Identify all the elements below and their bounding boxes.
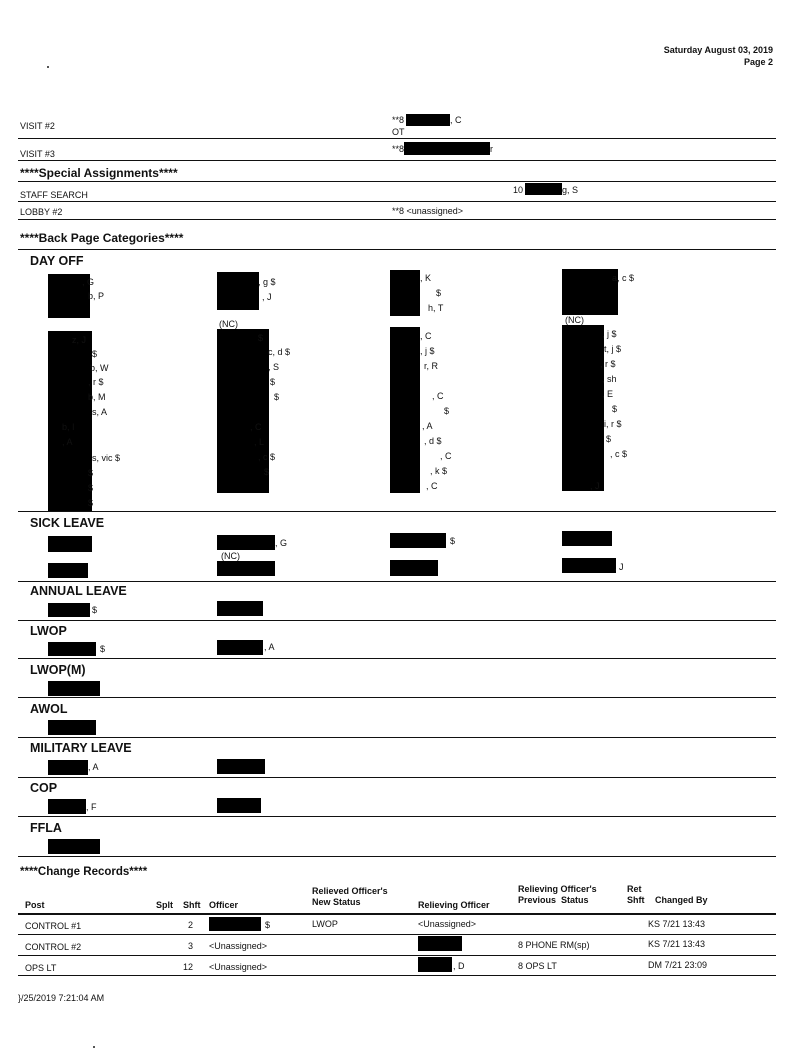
day-off-c4-text: $: [606, 434, 612, 444]
redaction-block: [48, 839, 100, 854]
redaction-block: [217, 640, 263, 655]
divider: [18, 658, 776, 659]
lwop-title: LWOP: [30, 624, 67, 638]
col-shft: Shft: [183, 900, 201, 910]
visit-3-label: VISIT #3: [20, 149, 55, 159]
divider: [18, 934, 776, 935]
lobby-2-value: **8 <unassigned>: [392, 206, 464, 216]
ffla-title: FFLA: [30, 821, 62, 835]
row3-post: OPS LT: [25, 963, 57, 973]
lobby-2-label: LOBBY #2: [20, 207, 63, 217]
day-off-c3-text: , k $: [430, 466, 448, 476]
day-off-c3-text: r, R: [424, 361, 439, 371]
day-off-c2-text: , S: [268, 362, 280, 372]
row2-prev: 8 PHONE RM(sp): [518, 940, 590, 950]
day-off-c1-text: , G: [82, 277, 95, 287]
day-off-c2-text: $: [274, 392, 280, 402]
day-off-c1-text: $: [92, 349, 98, 359]
visit-2-label: VISIT #2: [20, 121, 55, 131]
day-off-c3-text: , d $: [424, 436, 442, 446]
redaction-block: [217, 561, 275, 576]
redaction-block: [562, 269, 618, 315]
redaction-block: [217, 535, 275, 550]
redaction-block: [418, 957, 452, 972]
scan-speck: [93, 1046, 95, 1048]
row2-post: CONTROL #2: [25, 942, 82, 952]
col-new-status: New Status: [312, 897, 361, 907]
scan-speck: [47, 66, 49, 68]
redaction-block: [48, 536, 92, 552]
redaction-block: [562, 558, 616, 573]
row3-shft: 12: [183, 962, 194, 972]
staff-search-suffix: g, S: [562, 185, 579, 195]
annual-leave-title: ANNUAL LEAVE: [30, 584, 127, 598]
day-off-c1-text: $: [88, 468, 94, 478]
redaction-block: [217, 272, 259, 310]
redaction-block: [48, 681, 100, 696]
day-off-c3-text: $: [436, 288, 442, 298]
redaction-block: [404, 142, 490, 155]
day-off-c2-text: , J: [262, 292, 272, 302]
row1-shft: 2: [188, 920, 194, 930]
redaction-block: [48, 799, 86, 814]
row2-officer: <Unassigned>: [209, 941, 268, 951]
redaction-block: [48, 331, 92, 511]
sick-leave-nc: (NC): [221, 551, 240, 561]
visit-2-suffix: , C: [450, 115, 462, 125]
table-header-divider: [18, 913, 776, 915]
divider: [18, 201, 776, 202]
row3-officer: <Unassigned>: [209, 962, 268, 972]
redaction-block: [390, 533, 446, 548]
day-off-c4-text: , J: [590, 481, 600, 491]
row2-changed-by: KS 7/21 13:43: [648, 939, 706, 949]
redaction-block: [217, 601, 263, 616]
redaction-block: [48, 720, 96, 735]
redaction-block: [390, 327, 420, 493]
col-changed-by: Changed By: [655, 895, 708, 905]
col-relieving: Relieving Officer: [418, 900, 490, 910]
row1-changed-by: KS 7/21 13:43: [648, 919, 706, 929]
special-assignments-title: ****Special Assignments****: [20, 166, 178, 180]
divider: [18, 160, 776, 161]
visit-2-value: **8: [392, 115, 405, 125]
lwop-text: $: [100, 644, 106, 654]
redaction-block: [562, 531, 612, 546]
day-off-c4-text: i, r $: [604, 419, 622, 429]
redaction-block: [217, 759, 265, 774]
day-off-c4-text: , sh: [602, 374, 617, 384]
day-off-c1-text: b, I: [62, 422, 75, 432]
day-off-c4-text: t, j $: [604, 344, 622, 354]
divider: [18, 219, 776, 220]
redaction-block: [217, 329, 269, 493]
day-off-c1-text: s, vic $: [92, 453, 121, 463]
cop-text: , F: [86, 802, 97, 812]
divider: [18, 777, 776, 778]
row3-prev: 8 OPS LT: [518, 961, 557, 971]
day-off-c3-text: , C: [420, 331, 432, 341]
divider: [18, 138, 776, 139]
staff-search-value: 10: [513, 185, 524, 195]
day-off-c3-text: , C: [432, 391, 444, 401]
cop-title: COP: [30, 781, 58, 795]
annual-leave-text: $: [92, 605, 98, 615]
col-ret: Ret: [627, 884, 642, 894]
report-date: Saturday August 03, 2019: [663, 45, 773, 55]
day-off-c4-text: , E: [602, 389, 614, 399]
col-officer: Officer: [209, 900, 239, 910]
day-off-c4-text: $: [612, 404, 618, 414]
day-off-c3-text: h, T: [428, 303, 444, 313]
day-off-c4-text: a, c $: [612, 273, 635, 283]
row1-officer: $: [265, 920, 271, 930]
redaction-block: [525, 183, 562, 195]
col-post: Post: [25, 900, 45, 910]
visit-2-extra: OT: [392, 127, 405, 137]
day-off-c2-text: $: [258, 333, 264, 343]
day-off-c3-text: , C: [426, 481, 438, 491]
day-off-c1-text: , r $: [88, 377, 104, 387]
day-off-c2-text: , g $: [258, 277, 276, 287]
row1-post: CONTROL #1: [25, 921, 82, 931]
day-off-c4-text: (NC): [565, 315, 584, 325]
redaction-block: [48, 563, 88, 578]
day-off-c1-text: $: [88, 498, 94, 508]
day-off-c3-text: , A: [422, 421, 433, 431]
day-off-c1-text: , A: [62, 437, 73, 447]
redaction-block: [406, 114, 450, 126]
col-splt: Splt: [156, 900, 173, 910]
back-page-title: ****Back Page Categories****: [20, 231, 184, 245]
day-off-c4-text: , c $: [610, 449, 628, 459]
day-off-c2-text: , C: [250, 422, 262, 432]
redaction-block: [48, 760, 88, 775]
divider: [18, 697, 776, 698]
lwop-text: , A: [264, 642, 275, 652]
row1-relieving: <Unassigned>: [418, 919, 477, 929]
day-off-c3-text: $: [444, 406, 450, 416]
divider: [18, 816, 776, 817]
day-off-c2-text: c, d $: [268, 347, 291, 357]
day-off-c4-text: , r $: [600, 359, 616, 369]
divider: [18, 581, 776, 582]
divider: [18, 975, 776, 976]
redaction-block: [48, 603, 90, 617]
awol-title: AWOL: [30, 702, 68, 716]
military-leave-text: , A: [88, 762, 99, 772]
redaction-block: [562, 325, 604, 491]
lwop-m-title: LWOP(M): [30, 663, 86, 677]
row3-relieving: , D: [453, 961, 465, 971]
row2-shft: 3: [188, 941, 194, 951]
col-prev-1: Relieving Officer's: [518, 884, 597, 894]
day-off-c2-text: $: [270, 377, 276, 387]
print-timestamp: }/25/2019 7:21:04 AM: [18, 993, 105, 1003]
redaction-block: [418, 936, 462, 951]
redaction-block: [209, 917, 261, 931]
day-off-c1-text: s, A: [92, 407, 108, 417]
day-off-title: DAY OFF: [30, 254, 84, 268]
redaction-block: [48, 642, 96, 656]
col-ret-shft: Shft: [627, 895, 645, 905]
divider: [18, 620, 776, 621]
divider: [18, 181, 776, 182]
day-off-c4-text: , j $: [602, 329, 617, 339]
divider: [18, 737, 776, 738]
day-off-c1-text: b, P: [88, 291, 105, 301]
page-number: Page 2: [743, 57, 773, 67]
redaction-block: [390, 560, 438, 576]
sick-leave-text: , G: [275, 538, 288, 548]
visit-3-suffix: r: [490, 144, 493, 154]
day-off-c2-text: , L: [254, 437, 265, 447]
day-off-c1-text: b, W: [90, 363, 109, 373]
day-off-c1-text: $: [88, 483, 94, 493]
col-prev-2: Previous Status: [518, 895, 589, 905]
sick-leave-text: $: [450, 536, 456, 546]
divider: [18, 856, 776, 857]
change-records-title: ****Change Records****: [20, 866, 148, 878]
day-off-c3-text: , K: [420, 273, 432, 283]
redaction-block: [217, 798, 261, 813]
day-off-c2-text: (NC): [219, 319, 238, 329]
day-off-c2-text: , c $: [258, 452, 276, 462]
staff-search-label: STAFF SEARCH: [20, 190, 88, 200]
military-leave-title: MILITARY LEAVE: [30, 741, 132, 755]
row3-changed-by: DM 7/21 23:09: [648, 960, 708, 970]
sick-leave-text: , J: [614, 562, 624, 572]
day-off-c3-text: , j $: [420, 346, 435, 356]
divider: [18, 249, 776, 250]
divider: [18, 511, 776, 512]
sick-leave-title: SICK LEAVE: [30, 516, 105, 530]
col-relieved-1: Relieved Officer's: [312, 886, 388, 896]
redaction-block: [390, 270, 420, 316]
row1-new-status: LWOP: [312, 919, 338, 929]
day-off-c3-text: , C: [440, 451, 452, 461]
visit-3-value: **8: [392, 144, 405, 154]
day-off-c2-text: $: [264, 467, 270, 477]
day-off-c1-text: z, J: [72, 335, 87, 345]
day-off-c1-text: b, M: [88, 392, 106, 402]
divider: [18, 955, 776, 956]
